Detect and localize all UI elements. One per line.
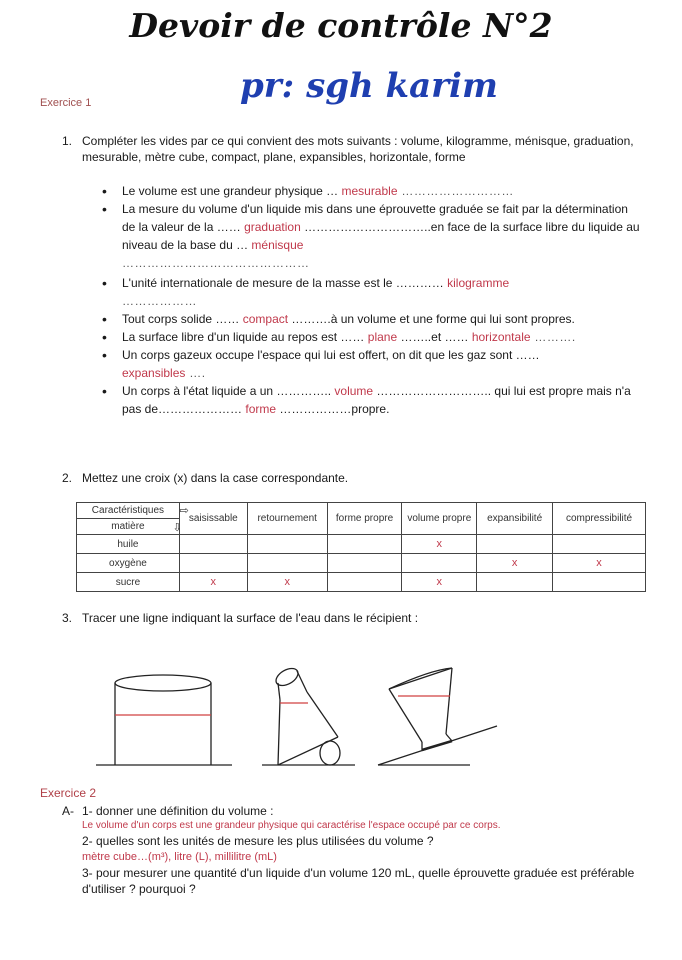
table-corner-header: Caractéristiques ⇨ — [77, 503, 180, 519]
column-header: compressibilité — [553, 503, 646, 535]
answer-2: mètre cube…(m³), litre (L), millilitre (mL) — [82, 851, 277, 863]
answer: volume — [334, 384, 374, 398]
question-number: 3. — [62, 611, 73, 625]
fill-item: • L'unité internationale de mesure de la masse est le ………… kilogramme ……………… — [102, 274, 642, 310]
document-title: Devoir de contrôle N°2 — [129, 6, 553, 45]
column-header: expansibilité — [477, 503, 553, 535]
question-2: 2- quelles sont les unités de mesure les plus utilisées du volume ? — [82, 834, 434, 848]
column-header: forme propre — [327, 503, 402, 535]
question-prompt: Tracer une ligne indiquant la surface de l'eau dans le récipient : — [82, 611, 419, 625]
question-prompt: Compléter les vides par ce qui convient des mots suivants : volume, kilogramme, ménisque, graduation, mesurable, mètre cube, compact, plane, expansibles, horizontale, forme — [82, 134, 634, 164]
question-prompt: Mettez une croix (x) dans la case correspondante. — [82, 471, 349, 485]
question-3: 3- pour mesurer une quantité d'un liquide d'un volume 120 mL, quelle éprouvette graduée est préférable d'utiliser ? pourquoi ? — [82, 866, 635, 896]
arrow-down-icon: ⇩ — [172, 522, 182, 534]
cylinder-icon — [96, 675, 232, 765]
question-1 — [62, 133, 642, 165]
author-name: pr: sgh karim — [240, 66, 498, 106]
answer: kilogramme — [447, 276, 510, 290]
answer: horizontale — [471, 330, 531, 344]
fill-in-list — [102, 182, 642, 418]
fill-item: • La surface libre d'un liquide au repos est …… plane ……..et …… horizontale ………. — [102, 328, 642, 346]
glass-on-incline-icon — [378, 668, 497, 765]
answer: plane — [367, 330, 398, 344]
table-row-header-label: matière ⇩ — [77, 519, 180, 535]
tilted-container-icon — [262, 665, 355, 765]
answer: compact — [242, 312, 289, 326]
fill-item: • Tout corps solide …… compact ……….à un volume et une forme qui lui sont propres. — [102, 310, 642, 328]
table-row: sucre x x x — [77, 573, 646, 592]
containers-figure — [0, 640, 682, 780]
characteristics-table — [76, 502, 646, 592]
answer: forme — [245, 402, 277, 416]
part-label: A- — [62, 804, 74, 818]
exercise-1-label: Exercice 1 — [40, 97, 92, 109]
answer: expansibles — [122, 366, 186, 380]
question-number: 2. — [62, 471, 73, 485]
fill-item: • Un corps gazeux occupe l'espace qui lui est offert, on dit que les gaz sont …… expansibles …. — [102, 346, 642, 382]
question-number: 1. — [62, 134, 73, 148]
exercise-2-content — [62, 803, 662, 897]
column-header: retournement — [247, 503, 327, 535]
answer-1: Le volume d'un corps est une grandeur physique qui caractérise l'espace occupé par ce corps. — [82, 820, 501, 831]
column-header: saisissable — [179, 503, 247, 535]
column-header: volume propre — [402, 503, 477, 535]
answer: mesurable — [341, 184, 398, 198]
question-3 — [62, 610, 418, 626]
question-2 — [62, 470, 348, 486]
question-1: 1- donner une définition du volume : — [82, 804, 274, 818]
arrow-right-icon: ⇨ — [179, 505, 189, 517]
answer: ménisque — [251, 238, 304, 252]
fill-item: • La mesure du volume d'un liquide mis dans une éprouvette graduée se fait par la détermination de la valeur de la …… graduation …………………………..en face de la surface libre du liquide au niveau de la base du … ménisque ……………………………………… — [102, 200, 642, 272]
exercise-2-label: Exercice 2 — [40, 786, 97, 800]
fill-item: • Un corps à l'état liquide a un ………….. volume ……………………….. qui lui est propre mais n'a pas de………………… forme ………………propre. — [102, 382, 642, 418]
answer: graduation — [244, 220, 301, 234]
fill-item: • Le volume est une grandeur physique … mesurable ……………………… — [102, 182, 642, 200]
table-row: oxygène x x — [77, 554, 646, 573]
table-row: huile x — [77, 535, 646, 554]
